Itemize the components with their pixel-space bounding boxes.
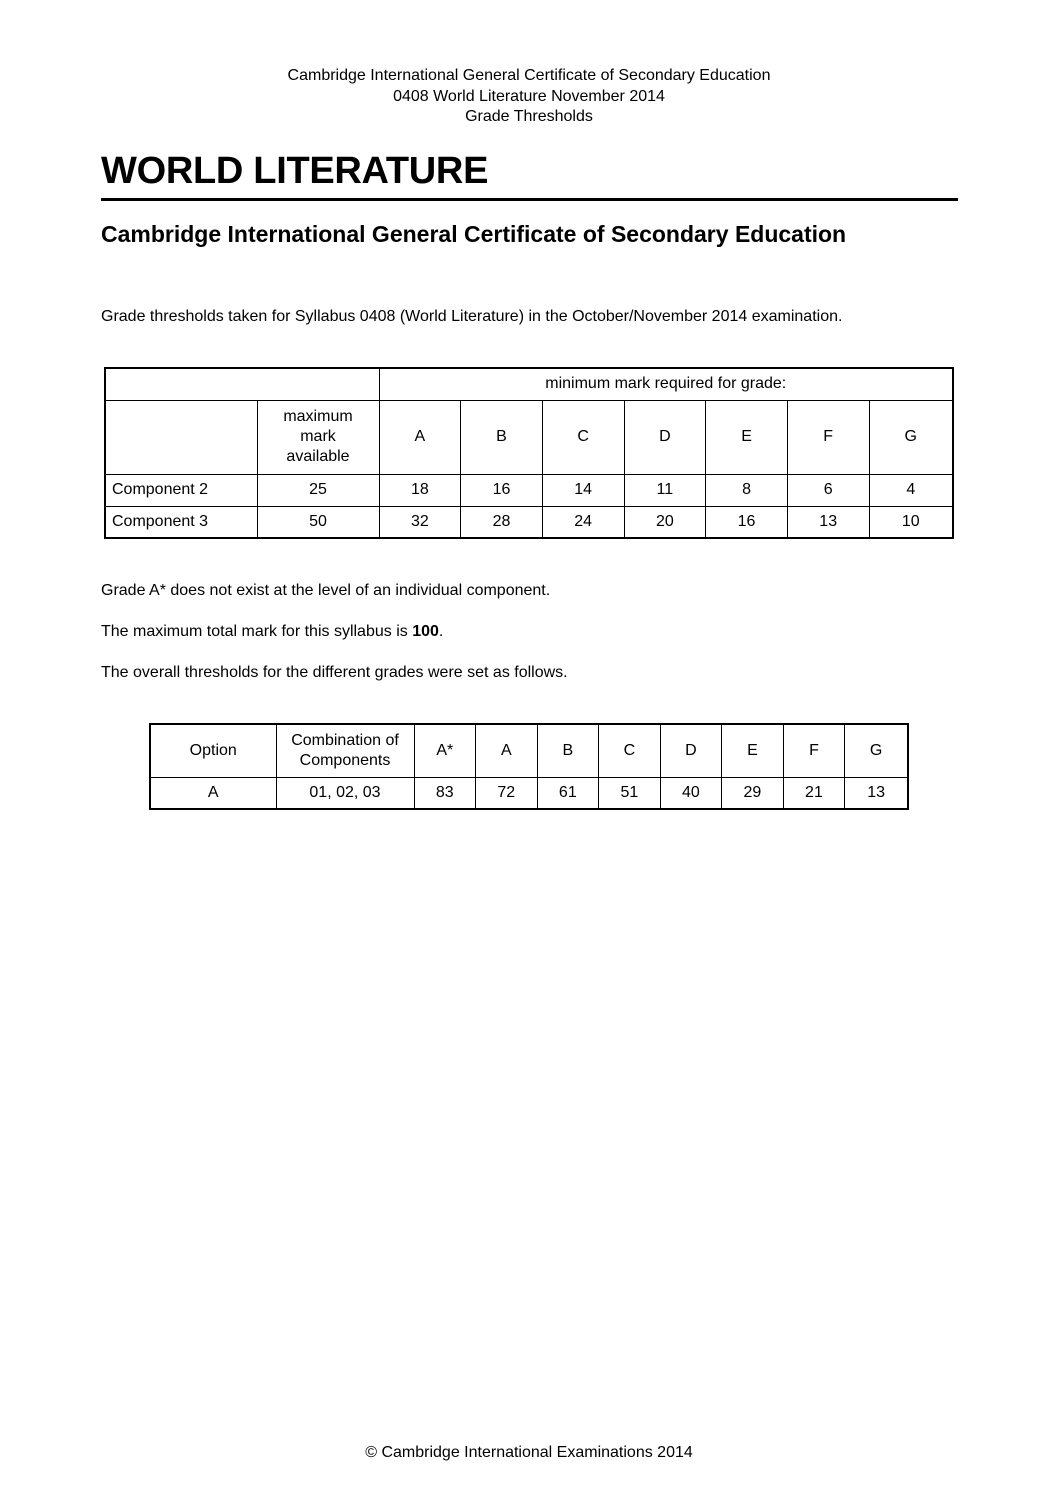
max-total-value: 100 [412,623,439,640]
document-title: WORLD LITERATURE [101,150,489,192]
max-mark-cell: 50 [257,506,379,538]
document-subtitle: Cambridge International General Certificate of Secondary Education [101,221,847,247]
grade-header-astar: A* [414,724,476,777]
mark-cell: 11 [624,474,706,506]
header-qualification: Cambridge International General Certificate of Secondary Education [287,67,771,84]
astar-note: Grade A* does not exist at the level of an individual component. [101,582,551,599]
grade-header-c: C [599,724,661,777]
header-doc-type: Grade Thresholds [465,108,593,125]
table-header-row [105,368,953,400]
mark-cell: 13 [787,506,869,538]
mark-cell: 61 [537,777,599,809]
max-mark-cell: 25 [257,474,379,506]
mark-cell: 20 [624,506,706,538]
grade-header-c: C [542,400,624,474]
mark-cell: 72 [476,777,538,809]
mark-cell: 4 [869,474,953,506]
component-thresholds-table [104,367,954,539]
grade-header-g: G [845,724,908,777]
grade-header-g: G [869,400,953,474]
component-name: Component 3 [105,506,257,538]
table-row [105,474,953,506]
mark-cell: 16 [706,506,788,538]
mark-cell: 8 [706,474,788,506]
mark-cell: 51 [599,777,661,809]
grade-header-a: A [476,724,538,777]
table-header-row [150,724,908,777]
mark-cell: 83 [414,777,476,809]
mark-cell: 29 [722,777,784,809]
mark-cell: 13 [845,777,908,809]
grade-group-header: minimum mark required for grade: [379,368,953,400]
mark-cell: 18 [379,474,461,506]
option-cell: A [150,777,276,809]
grade-header-a: A [379,400,461,474]
option-header: Option [150,724,276,777]
mark-cell: 24 [542,506,624,538]
overall-thresholds-table [149,723,909,810]
grade-header-b: B [537,724,599,777]
grade-header-f: F [787,400,869,474]
grade-header-f: F [783,724,845,777]
grade-header-e: E [722,724,784,777]
intro-text: Grade thresholds taken for Syllabus 0408 (World Literature) in the October/November 2014 examination. [101,308,843,325]
component-name: Component 2 [105,474,257,506]
empty-header-cell [105,400,257,474]
mark-cell: 40 [660,777,722,809]
max-total-note: The maximum total mark for this syllabus is 100. [101,623,444,640]
mark-cell: 32 [379,506,461,538]
mark-cell: 6 [787,474,869,506]
max-mark-header: maximum mark available [257,400,379,474]
grade-header-d: D [624,400,706,474]
table-row [150,777,908,809]
title-underline [101,198,958,201]
table-header-row [105,400,953,474]
combination-cell: 01, 02, 03 [276,777,414,809]
empty-header-cell [105,368,379,400]
running-header [0,66,1058,128]
mark-cell: 16 [461,474,543,506]
grade-header-b: B [461,400,543,474]
combination-header: Combination of Components [276,724,414,777]
header-syllabus: 0408 World Literature November 2014 [393,87,665,105]
mark-cell: 14 [542,474,624,506]
mark-cell: 21 [783,777,845,809]
table-row [105,506,953,538]
mark-cell: 28 [461,506,543,538]
grade-header-d: D [660,724,722,777]
overall-intro: The overall thresholds for the different grades were set as follows. [101,664,568,681]
mark-cell: 10 [869,506,953,538]
grade-header-e: E [706,400,788,474]
copyright-footer: © Cambridge International Examinations 2014 [365,1444,693,1461]
